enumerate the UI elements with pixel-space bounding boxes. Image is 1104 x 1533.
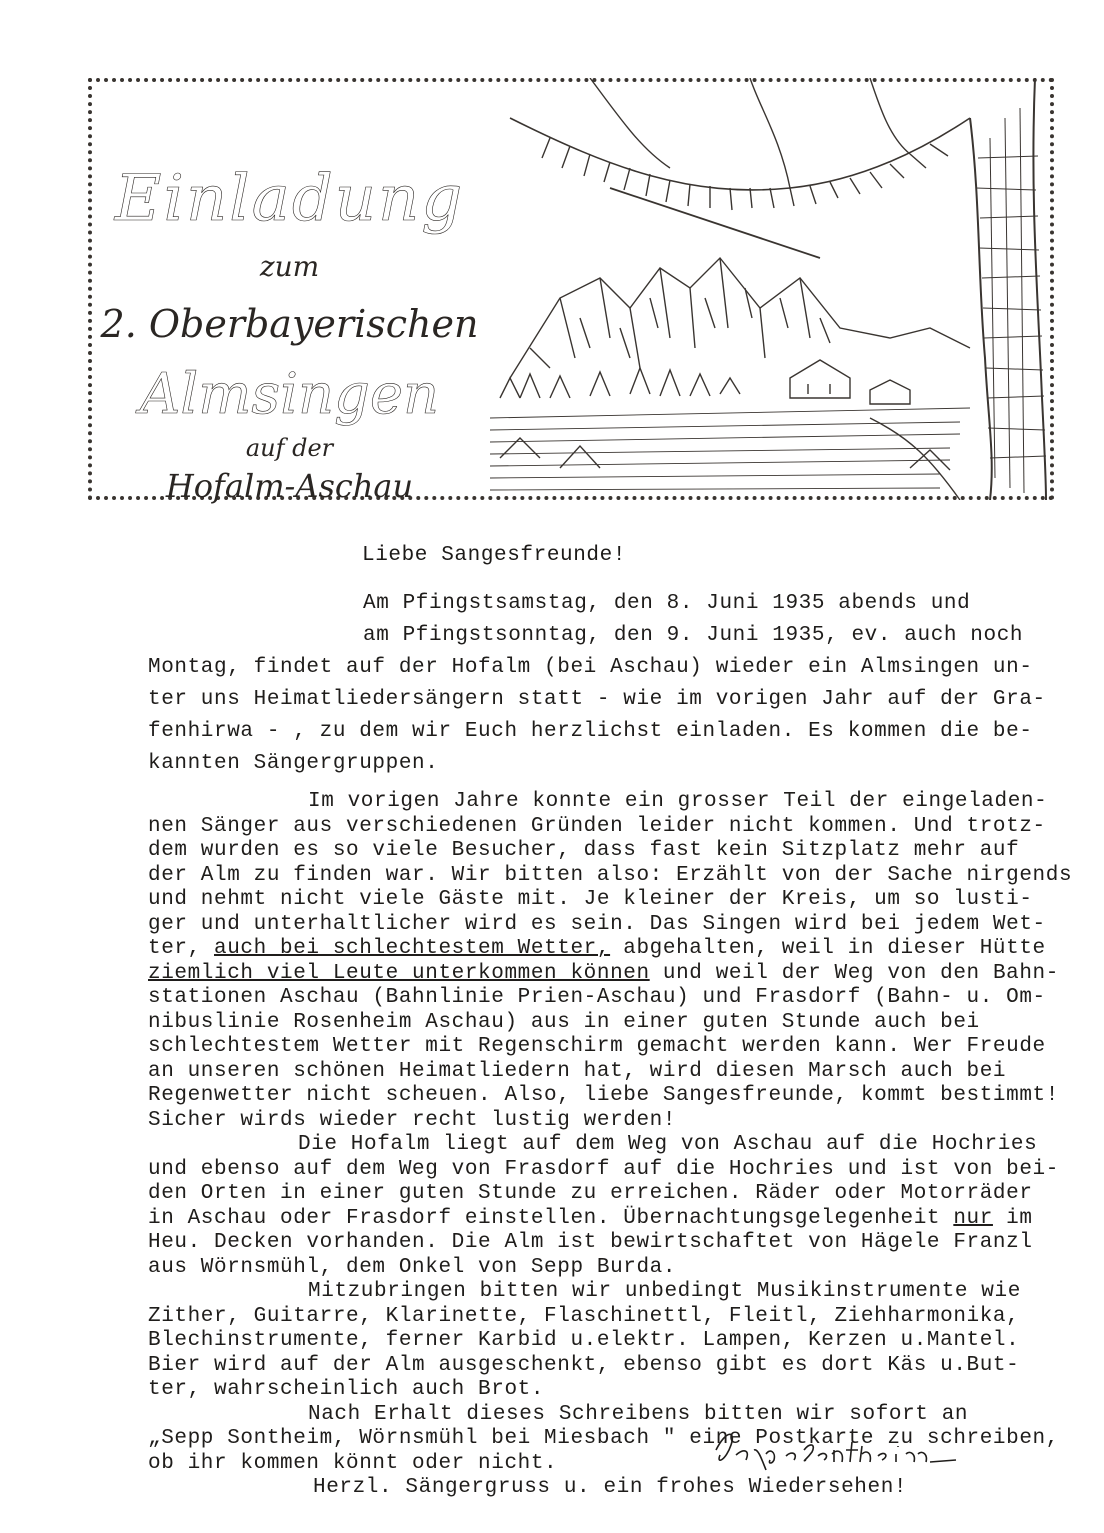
paragraph-2-line [148, 962, 1078, 987]
paragraph-2-line: schlechtestem Wetter mit Regenschirm gemacht werden kann. Wer Freude [148, 1035, 1046, 1058]
text-fragment: im [992, 1206, 1033, 1230]
paragraph-5-line: ob ihr kommen könnt oder nicht. [148, 1451, 558, 1475]
underlined-phrase: ziemlich viel Leute unterkommen können [148, 961, 650, 985]
paragraph-2-line: dem wurden es so viele Besucher, dass fast kein Sitzplatz mehr auf [148, 839, 1020, 862]
underlined-phrase: auch bei schlechtestem Wetter, [214, 937, 611, 960]
paragraph-5-line: Nach Erhalt dieses Schreibens bitten wir sofort an [308, 1402, 969, 1426]
paragraph-2-line: nibuslinie Rosenheim Aschau) aus in einer guten Stunde auch bei [148, 1010, 980, 1034]
paragraph-3-line: den Orten in einer guten Stunde zu erreichen. Räder oder Motorräder [148, 1182, 1033, 1205]
underlined-word: nur [953, 1206, 993, 1230]
paragraph-1-line: fenhirwa - , zu dem wir Euch herzlichst einladen. Es kommen die be- [148, 720, 1033, 743]
paragraph-2-line: stationen Aschau (Bahnlinie Prien-Aschau) und Frasdorf (Bahn- u. Om- [148, 986, 1046, 1009]
text-fragment: und weil der Weg von den Bahn- [649, 961, 1059, 985]
header-title: Einladung [114, 162, 465, 236]
header-lettering [92, 82, 487, 505]
paragraph-4-line: Mitzubringen bitten wir unbedingt Musikinstrumente wie [308, 1280, 1021, 1303]
paragraph-2-line: an unseren schönen Heimatliedern hat, wird diesen Marsch auch bei [148, 1059, 1007, 1083]
header-auf-der: auf der [245, 434, 334, 462]
paragraph-4-line: Zither, Guitarre, Klarinette, Flaschinettl, Fleitl, Ziehharmonika, [148, 1304, 1020, 1328]
paragraph-1-line: Am Pfingstsamstag, den 8. Juni 1935 abends und [363, 592, 971, 615]
header-event-line-1: 2. Oberbayerischen [100, 302, 479, 346]
paragraph-4-line: Bier wird auf der Alm ausgeschenkt, ebenso gibt es dort Käs u.But- [148, 1353, 1020, 1377]
paragraph-3-line: Die Hofalm liegt auf dem Weg von Aschau auf die Hochries [298, 1133, 1038, 1156]
header-event-line-2: Almsingen [139, 362, 440, 427]
paragraph-1-line: ter uns Heimatliedersängern statt - wie im vorigen Jahr auf der Gra- [148, 688, 1046, 711]
salutation: Liebe Sangesfreunde! [362, 544, 627, 567]
paragraph-2-line: nen Sänger aus verschiedenen Gründen leider nicht kommen. Und trotz- [148, 814, 1046, 838]
mountain-hut-drawing [490, 78, 1050, 500]
paragraph-2-line [148, 937, 1078, 962]
paragraph-4-line: Blechinstrumente, ferner Karbid u.elektr. Lampen, Kerzen u.Mantel. [148, 1329, 1020, 1352]
paragraph-5-line: „Sepp Sontheim, Wörnsmühl bei Miesbach " eine Postkarte zu schreiben, [148, 1427, 1059, 1450]
paragraph-3-line: aus Wörnsmühl, dem Onkel von Sepp Burda. [148, 1255, 677, 1279]
paragraph-3-line: und ebenso auf dem Weg von Frasdorf auf die Hochries und ist von bei- [148, 1157, 1059, 1181]
paragraph-1-line: kannten Sängergruppen. [148, 752, 439, 775]
handwritten-signature [706, 1420, 966, 1480]
letter-body [148, 588, 1078, 1501]
header-zum: zum [259, 250, 320, 283]
paragraph-2-line: Im vorigen Jahre konnte ein grosser Teil der eingeladen- [308, 790, 1048, 813]
paragraph-3-line: Heu. Decken vorhanden. Die Alm ist bewirtschaftet von Hägele Franzl [148, 1231, 1033, 1254]
header-location: Hofalm-Aschau [165, 467, 414, 505]
signature-scribble [706, 1420, 966, 1480]
paragraph-3-line [148, 1207, 1078, 1232]
paragraph-2-line: der Alm zu finden war. Wir bitten also: Erzählt von der Sache nirgends [148, 863, 1073, 887]
paragraph-4-line: ter, wahrscheinlich auch Brot. [148, 1378, 545, 1401]
paragraph-2-line: Regenwetter nicht scheuen. Also, liebe Sangesfreunde, kommt bestimmt! [148, 1084, 1059, 1107]
alpine-landscape-illustration [490, 78, 1050, 500]
paragraph-2-line: ger und unterhaltlicher wird es sein. Das Singen wird bei jedem Wet- [148, 912, 1046, 936]
paragraph-2-line: Sicher wirds wieder recht lustig werden! [148, 1108, 677, 1132]
text-fragment: ter, [148, 937, 215, 960]
paragraph-1-line: am Pfingstsonntag, den 9. Juni 1935, ev. auch noch [363, 624, 1024, 647]
text-fragment: in Aschau oder Frasdorf einstellen. Übernachtungsgelegenheit [148, 1206, 954, 1230]
invitation-header [88, 78, 1054, 505]
text-fragment: abgehalten, weil in dieser Hütte [610, 937, 1046, 960]
paragraph-1-line: Montag, findet auf der Hofalm (bei Aschau) wieder ein Almsingen un- [148, 656, 1033, 679]
paragraph-2-line: und nehmt nicht viele Gäste mit. Je kleiner der Kreis, um so lusti- [148, 888, 1033, 911]
closing-greeting: Herzl. Sängergruss u. ein frohes Wiedersehen! [313, 1476, 908, 1499]
